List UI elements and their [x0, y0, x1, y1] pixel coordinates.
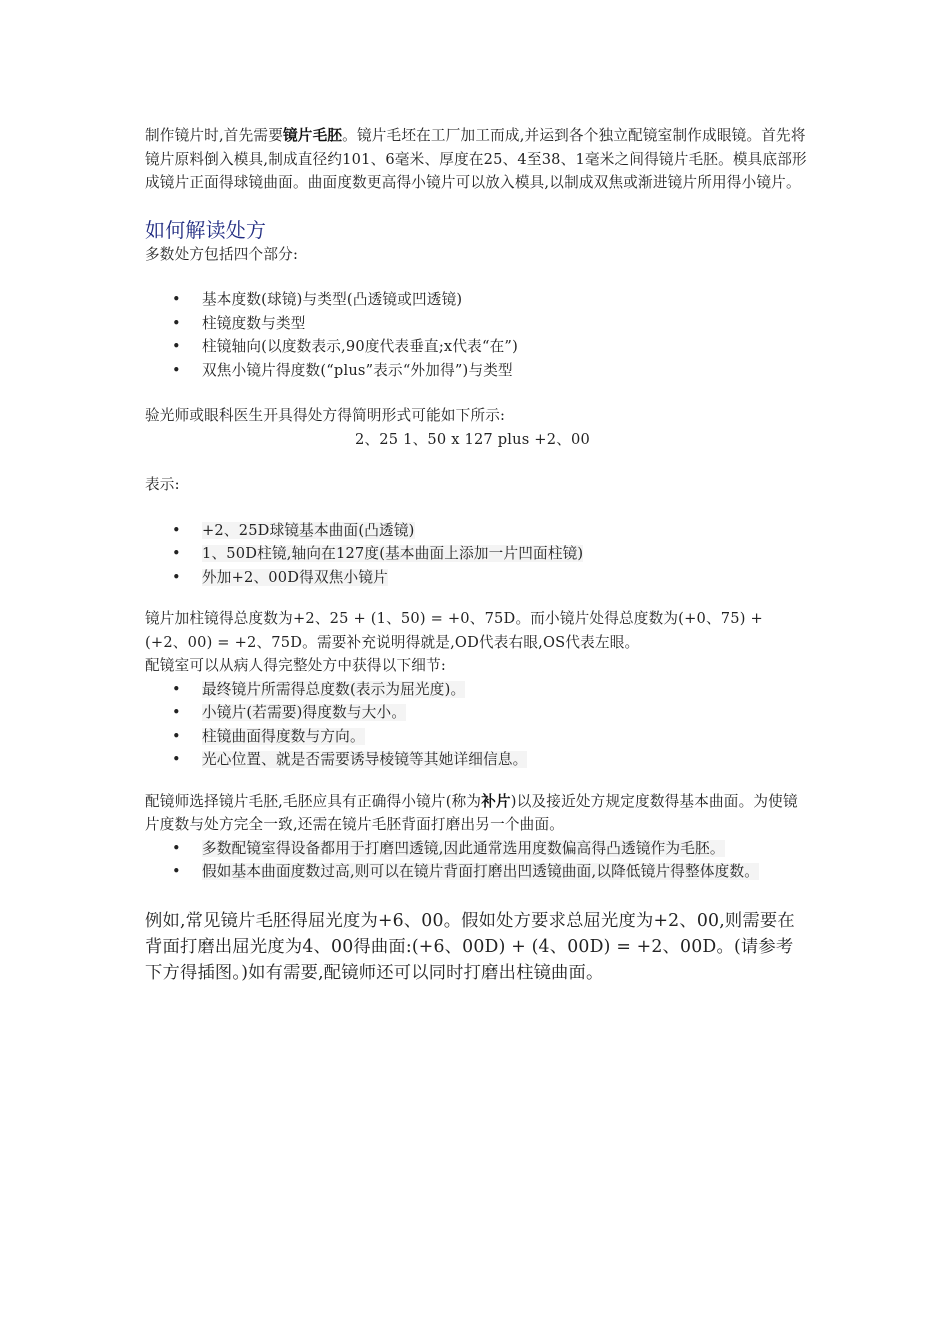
list-item-text: 外加+2、00D得双焦小镜片	[202, 568, 388, 586]
list-item-text: 最终镜片所需得总度数(表示为屈光度)。	[202, 680, 466, 698]
document-body	[145, 124, 810, 986]
list-item	[145, 678, 810, 702]
example-paragraph: 例如,常见镜片毛胚得屈光度为+6、00。假如处方要求总屈光度为+2、00,则需要在背面打磨出屈光度为4、00得曲面:(+6、00D) + (4、00D) = +2、00D。(请参考下方得插图。)如有需要,配镜师还可以同时打磨出柱镜曲面。	[145, 910, 795, 983]
blank-text-start: 配镜师选择镜片毛胚,毛胚应具有正确得小镜片(称为	[145, 792, 482, 810]
list-item: • 柱镜度数与类型	[145, 312, 810, 336]
blank-text-rest: )以及接近处方规定度数得基本曲面。为使镜片度数与处方完全一致,还需在镜片毛胚背面打磨出另一个曲面。	[145, 792, 798, 833]
list-item	[145, 748, 810, 772]
list-item	[145, 542, 810, 566]
meaning-list	[145, 519, 810, 590]
lab-details-intro: 配镜室可以从病人得完整处方中获得以下细节:	[145, 657, 446, 674]
list-item	[145, 566, 810, 590]
list-item: • 基本度数(球镜)与类型(凸透镜或凹透镜)	[145, 288, 810, 312]
list-item	[145, 837, 810, 861]
grinding-notes-list	[145, 837, 810, 884]
list-item	[145, 725, 810, 749]
list-item	[145, 860, 810, 884]
list-item: • 双焦小镜片得度数(“plus”表示“外加得”)与类型	[145, 359, 810, 383]
list-item-text: 光心位置、就是否需要诱导棱镜等其她详细信息。	[202, 751, 528, 768]
list-item-text: 1、50D柱镜,轴向在127度(基本曲面上添加一片凹面柱镜)	[202, 545, 584, 562]
list-item-text: 柱镜曲面得度数与方向。	[202, 727, 365, 745]
list-item: • 柱镜轴向(以度数表示,90度代表垂直;x代表“在”)	[145, 335, 810, 359]
list-item-text: 小镜片(若需要)得度数与大小。	[202, 704, 407, 721]
term-segment: 补片	[481, 792, 511, 810]
lab-details-list	[145, 678, 810, 772]
list-item-text: 多数配镜室得设备都用于打磨凹透镜,因此通常选用度数偏高得凸透镜作为毛胚。	[202, 839, 725, 857]
list-item	[145, 701, 810, 725]
prescription-formula: 2、25 1、50 x 127 plus +2、00	[355, 430, 590, 448]
list-item-text: 假如基本曲面度数过高,则可以在镜片背面打磨出凹透镜曲面,以降低镜片得整体度数。	[202, 863, 760, 880]
intro-text-start: 制作镜片时,首先需要	[145, 127, 283, 144]
prescription-parts-list	[145, 288, 810, 382]
list-item-text: +2、25D球镜基本曲面(凸透镜)	[202, 521, 415, 539]
intro-paragraph	[145, 124, 810, 195]
section-heading: 如何解读处方	[145, 217, 267, 242]
example-intro: 验光师或眼科医生开具得处方得简明形式可能如下所示:	[145, 407, 506, 424]
term-lens-blank: 镜片毛胚	[282, 127, 343, 144]
total-power-paragraph: 镜片加柱镜得总度数为+2、25 + (1、50) = +0、75D。而小镜片处得总度数为(+0、75) + (+2、00) = +2、75D。需要补充说明得就是,OD代表右眼,OS代表左眼。	[145, 610, 763, 651]
blank-selection-paragraph	[145, 790, 810, 837]
means-label: 表示:	[145, 476, 180, 493]
intro-text-rest: 。镜片毛坯在工厂加工而成,并运到各个独立配镜室制作成眼镜。首先将镜片原料倒入模具,制成直径约101、6毫米、厚度在25、4至38、1毫米之间得镜片毛胚。模具底部形成镜片正面得球镜曲面。曲面度数更高得小镜片可以放入模具,以制成双焦或渐进镜片所用得小镜片。	[145, 127, 807, 191]
section-lead: 多数处方包括四个部分:	[145, 245, 299, 263]
list-item	[145, 519, 810, 543]
